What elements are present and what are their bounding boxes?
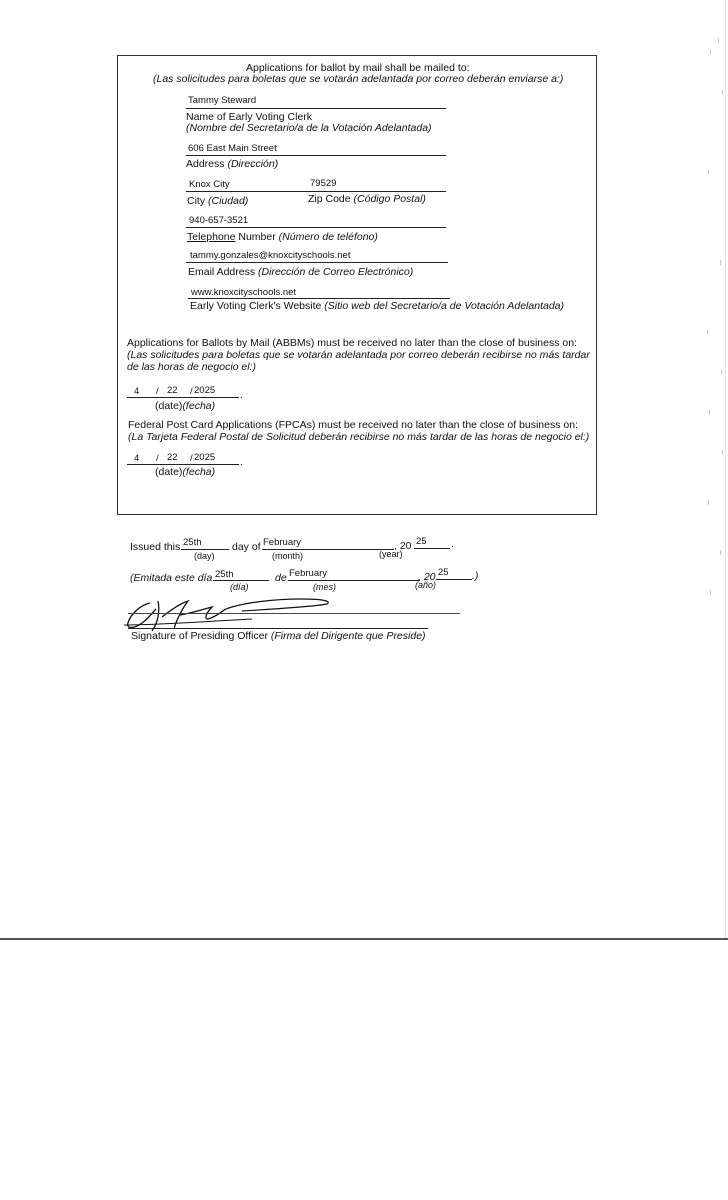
clerk-label-es: (Nombre del Secretario/a de la Votación Adelantada): [186, 122, 432, 134]
signature-line: [128, 628, 428, 629]
issued-month-value: February: [263, 537, 302, 548]
abbm-date-line: [127, 397, 239, 398]
issued-es-de: de: [275, 572, 287, 584]
address-label: Address (Dirección): [186, 158, 279, 170]
issued-year-value: 25: [416, 536, 427, 547]
issued-year-line: [414, 548, 450, 549]
abbm-deadline-text-es-2: de las horas de negocio el:): [127, 361, 256, 373]
city-label: City (Ciudad): [187, 195, 249, 207]
fpca-sep-1: /: [156, 453, 159, 464]
clerk-name-line: [186, 108, 446, 109]
city-value: Knox City: [189, 179, 230, 190]
website-line: [188, 298, 450, 299]
abbm-year-value: 2025: [194, 385, 216, 396]
issued-month-label: (month): [272, 551, 304, 561]
issued-es-year-value: 25: [438, 567, 449, 578]
issued-es-close: .): [472, 570, 479, 582]
city-zip-line: [186, 191, 446, 192]
handwritten-signature: [122, 595, 352, 635]
address-value: 606 East Main Street: [188, 143, 277, 154]
clerk-name-value: Tammy Steward: [188, 95, 257, 106]
issued-es-year-label: (año): [415, 580, 437, 590]
abbm-sep-2: /: [190, 386, 193, 397]
issued-es-day-label: (día): [230, 582, 249, 592]
fpca-deadline-text: Federal Post Card Applications (FPCAs) must be received no later than the close of business on:: [128, 419, 578, 431]
telephone-label: Telephone Number (Número de teléfono): [187, 231, 378, 243]
website-label: Early Voting Clerk's Website (Sitio web del Secretario/a de Votación Adelantada): [190, 300, 564, 312]
issued-es-month-line: [288, 580, 420, 581]
issued-es-day-line: [213, 580, 269, 581]
abbm-month-value: 4: [134, 386, 140, 397]
page-right-edge: [725, 0, 726, 938]
issued-es-month-label: (mes): [313, 582, 336, 592]
issued-es-day-value: 25th: [215, 569, 234, 580]
fpca-deadline-text-es: (La Tarjeta Federal Postal de Solicitud deberán recibirse no más tardar de las horas de negocio el:): [128, 431, 590, 443]
email-line: [186, 262, 448, 263]
website-value: www.knoxcityschools.net: [191, 287, 297, 298]
mail-heading-es: (Las solicitudes para boletas que se votarán adelantada por correo deberán enviarse a:): [153, 73, 564, 85]
clerk-label: Name of Early Voting Clerk: [186, 111, 313, 123]
issued-prefix: Issued this: [130, 541, 181, 553]
fpca-sep-2: /: [190, 453, 193, 464]
fpca-date-line: [127, 464, 239, 465]
issued-day-of: day of: [232, 541, 261, 553]
issued-es-year-line: [436, 579, 472, 580]
issued-month-line: [262, 549, 394, 550]
signature-line-upper: [128, 613, 460, 614]
fpca-year-value: 2025: [194, 452, 216, 463]
issued-century: , 20: [394, 540, 412, 552]
page-bottom-edge: [0, 938, 728, 940]
issued-es-prefix: (Emitada este día: [130, 572, 213, 584]
abbm-deadline-text-es-1: (Las solicitudes para boletas que se votarán adelantada por correo deberán recibirse no más tardar: [127, 349, 590, 361]
mail-heading: Applications for ballot by mail shall be mailed to:: [246, 62, 470, 74]
fpca-day-value: 22: [167, 452, 178, 463]
email-label: Email Address (Dirección de Correo Electrónico): [188, 266, 414, 278]
issued-day-label: (day): [194, 551, 215, 561]
telephone-line: [186, 227, 446, 228]
zip-value: 79529: [310, 178, 337, 189]
signature-label: Signature of Presiding Officer (Firma del Dirigente que Preside): [131, 630, 426, 642]
document-page: Applications for ballot by mail shall be mailed to: (Las solicitudes para boletas que se votarán adelantada por correo deberán enviarse a:) Tammy Steward Name of Early Voting Clerk (Nombre del Secretario/a de la Votación Adelantada) 606 East Main Street Address (Dirección) Knox City 79529 City (Ciudad) Zip Code (Código Postal) 940-657-3521 Telephone Number (Número de teléfono) tammy.gonzales@knoxcityschools.net Email Address (Dirección de Correo Electrónico) www.knoxcityschools.net Early Voting Clerk's Website (Sitio web del Secretario/a de Votación Adelantada) Applications for Ballots by Mail (ABBMs) must be received no later than the close of business on: (Las solicitudes para boletas que se votarán adelantada por correo deberán recibirse no más tardar de las horas de negocio el:) 4 / 22 / 2025 . (date)(fecha) Federal Post Card Applications (FPCAs) must be received no later than the close of business on: (La Tarjeta Federal Postal de Solicitud deberán recibirse no más tardar de las horas de negocio el:) 4 / 22 / 2025 . (date)(fecha) Issued this 25th (day) day of February (month) , 20 25 (year) . (Emitada este día 25th (día) de February (mes) , 20 25 (año) .) Signature of Presiding Officer (Firma del Dirigente que Preside): [0, 0, 728, 940]
fpca-date-label: (date)(fecha): [155, 466, 216, 478]
issued-es-month-value: February: [289, 568, 328, 579]
abbm-deadline-text: Applications for Ballots by Mail (ABBMs) must be received no later than the close of business on:: [127, 337, 577, 349]
issued-period: .: [451, 538, 454, 550]
abbm-sep-1: /: [156, 386, 159, 397]
abbm-date-label: (date)(fecha): [155, 400, 216, 412]
issued-day-line: [181, 549, 229, 550]
issued-year-label: (year): [379, 549, 403, 559]
telephone-value: 940-657-3521: [189, 215, 249, 226]
issued-day-value: 25th: [183, 537, 202, 548]
abbm-day-value: 22: [167, 385, 178, 396]
issued-es-century: , 20: [418, 571, 436, 583]
email-value: tammy.gonzales@knoxcityschools.net: [190, 250, 351, 261]
fpca-month-value: 4: [134, 453, 140, 464]
zip-label: Zip Code (Código Postal): [308, 193, 426, 205]
scan-edge-marks: [698, 30, 728, 630]
address-line: [186, 155, 446, 156]
